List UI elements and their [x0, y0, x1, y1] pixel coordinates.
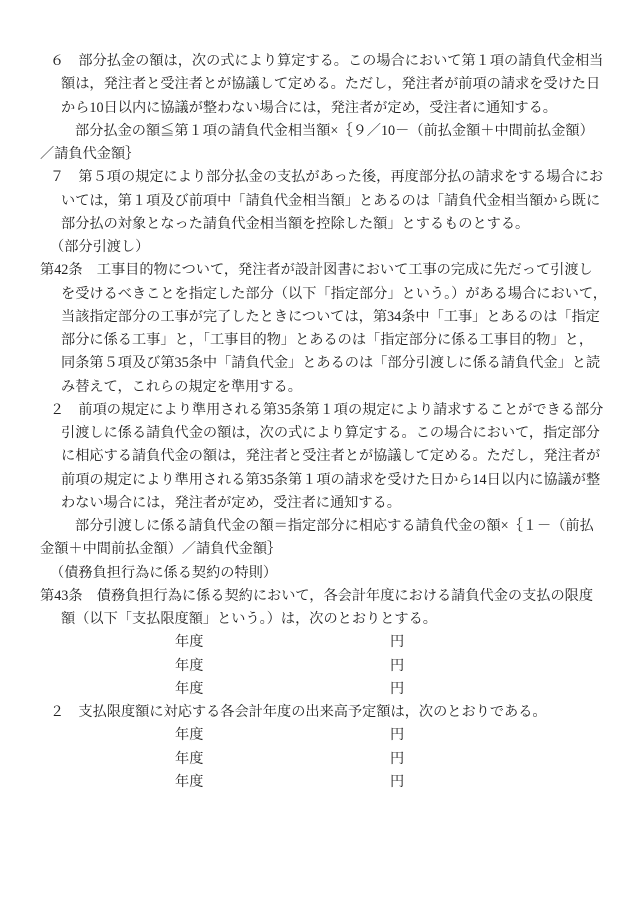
- fiscal-year-label: 年度: [175, 680, 204, 697]
- fiscal-year-row: [0, 748, 630, 771]
- yen-amount-label: 円: [390, 773, 405, 790]
- text-line: から10日以内に協議が整わない場合には，発注者が定め，受注者に通知する。: [61, 99, 557, 116]
- fiscal-year-row: [0, 771, 630, 794]
- text-line: 引渡しに係る請負代金の額は，次の式により算定する。この場合において，指定部分: [61, 425, 600, 441]
- text-line: 額（以下「支払限度額」という。）は，次のとおりとする。: [61, 611, 437, 627]
- text-line: に相応する請負代金の額は，発注者と受注者とが協議して定める。ただし，発注者が: [61, 448, 601, 465]
- text-line: 部分引渡しに係る請負代金の額＝指定部分に相応する請負代金の額×｛１－（前払: [75, 518, 594, 534]
- fiscal-year-row: [0, 724, 630, 747]
- fiscal-year-label: 年度: [175, 727, 204, 744]
- text-line: （債務負担行為に係る契約の特則）: [50, 564, 278, 581]
- text-line: み替えて，これらの規定を準用する。: [61, 378, 302, 395]
- text-line: 当該指定部分の工事が完了したときについては，第34条中「工事」とあるのは「指定: [61, 308, 600, 325]
- fiscal-year-row: [0, 678, 630, 701]
- text-line: ２ 前項の規定により準用される第35条第１項の規定により請求することができる部分: [50, 401, 604, 418]
- yen-amount-label: 円: [390, 727, 405, 744]
- text-line: ７ 第５項の規定により部分払金の支払があった後，再度部分払の請求をする場合にお: [50, 169, 604, 186]
- fiscal-year-label: 年度: [175, 634, 204, 651]
- yen-amount-label: 円: [390, 750, 405, 767]
- text-line: 金額＋中間前払金額）／請負代金額｝: [40, 541, 282, 558]
- text-line: 第43条 債務負担行為に係る契約において，各会計年度における請負代金の支払の限度: [40, 587, 594, 604]
- fiscal-year-label: 年度: [175, 773, 204, 790]
- text-line: 同条第５項及び第35条中「請負代金」とあるのは「部分引渡しに係る請負代金」と読: [61, 355, 601, 372]
- fiscal-year-row: [0, 631, 630, 654]
- text-line: ６ 部分払金の額は，次の式により算定する。この場合において第１項の請負代金相当: [50, 53, 604, 69]
- text-line: ２ 支払限度額に対応する各会計年度の出来高予定額は，次のとおりである。: [50, 704, 547, 720]
- text-line: 第42条 工事目的物について，発注者が設計図書において工事の完成に先だって引渡し: [40, 262, 593, 279]
- text-line: 前項の規定により準用される第35条第１項の請求を受けた日から14日以内に協議が整: [61, 471, 601, 488]
- yen-amount-label: 円: [390, 657, 405, 674]
- text-line: を受けるべきことを指定した部分（以下「指定部分」という。）がある場合において，: [61, 285, 607, 302]
- text-line: （部分引渡し）: [50, 239, 150, 255]
- fiscal-year-label: 年度: [175, 750, 204, 767]
- text-line: 部分払金の額≦第１項の請負代金相当額×｛９／10－（前払金額＋中間前払金額）: [75, 122, 594, 139]
- text-line: ／請負代金額｝: [40, 146, 140, 162]
- document-body: [0, 50, 630, 794]
- text-line: いては，第１項及び前項中「請負代金相当額」とあるのは「請負代金相当額から既に: [61, 192, 601, 209]
- fiscal-year-row: [0, 655, 630, 678]
- yen-amount-label: 円: [390, 680, 405, 697]
- text-line: 部分払の対象となった請負代金相当額を控除した額」とするものとする。: [61, 215, 530, 232]
- text-line: わない場合には，発注者が定め，受注者に通知する。: [61, 494, 401, 511]
- yen-amount-label: 円: [390, 634, 405, 651]
- text-line: 部分に係る工事」と，「工事目的物」とあるのは「指定部分に係る工事目的物」と，: [61, 332, 594, 348]
- text-line: 額は，発注者と受注者とが協議して定める。ただし，発注者が前項の請求を受けた日: [61, 76, 601, 93]
- fiscal-year-label: 年度: [175, 657, 204, 674]
